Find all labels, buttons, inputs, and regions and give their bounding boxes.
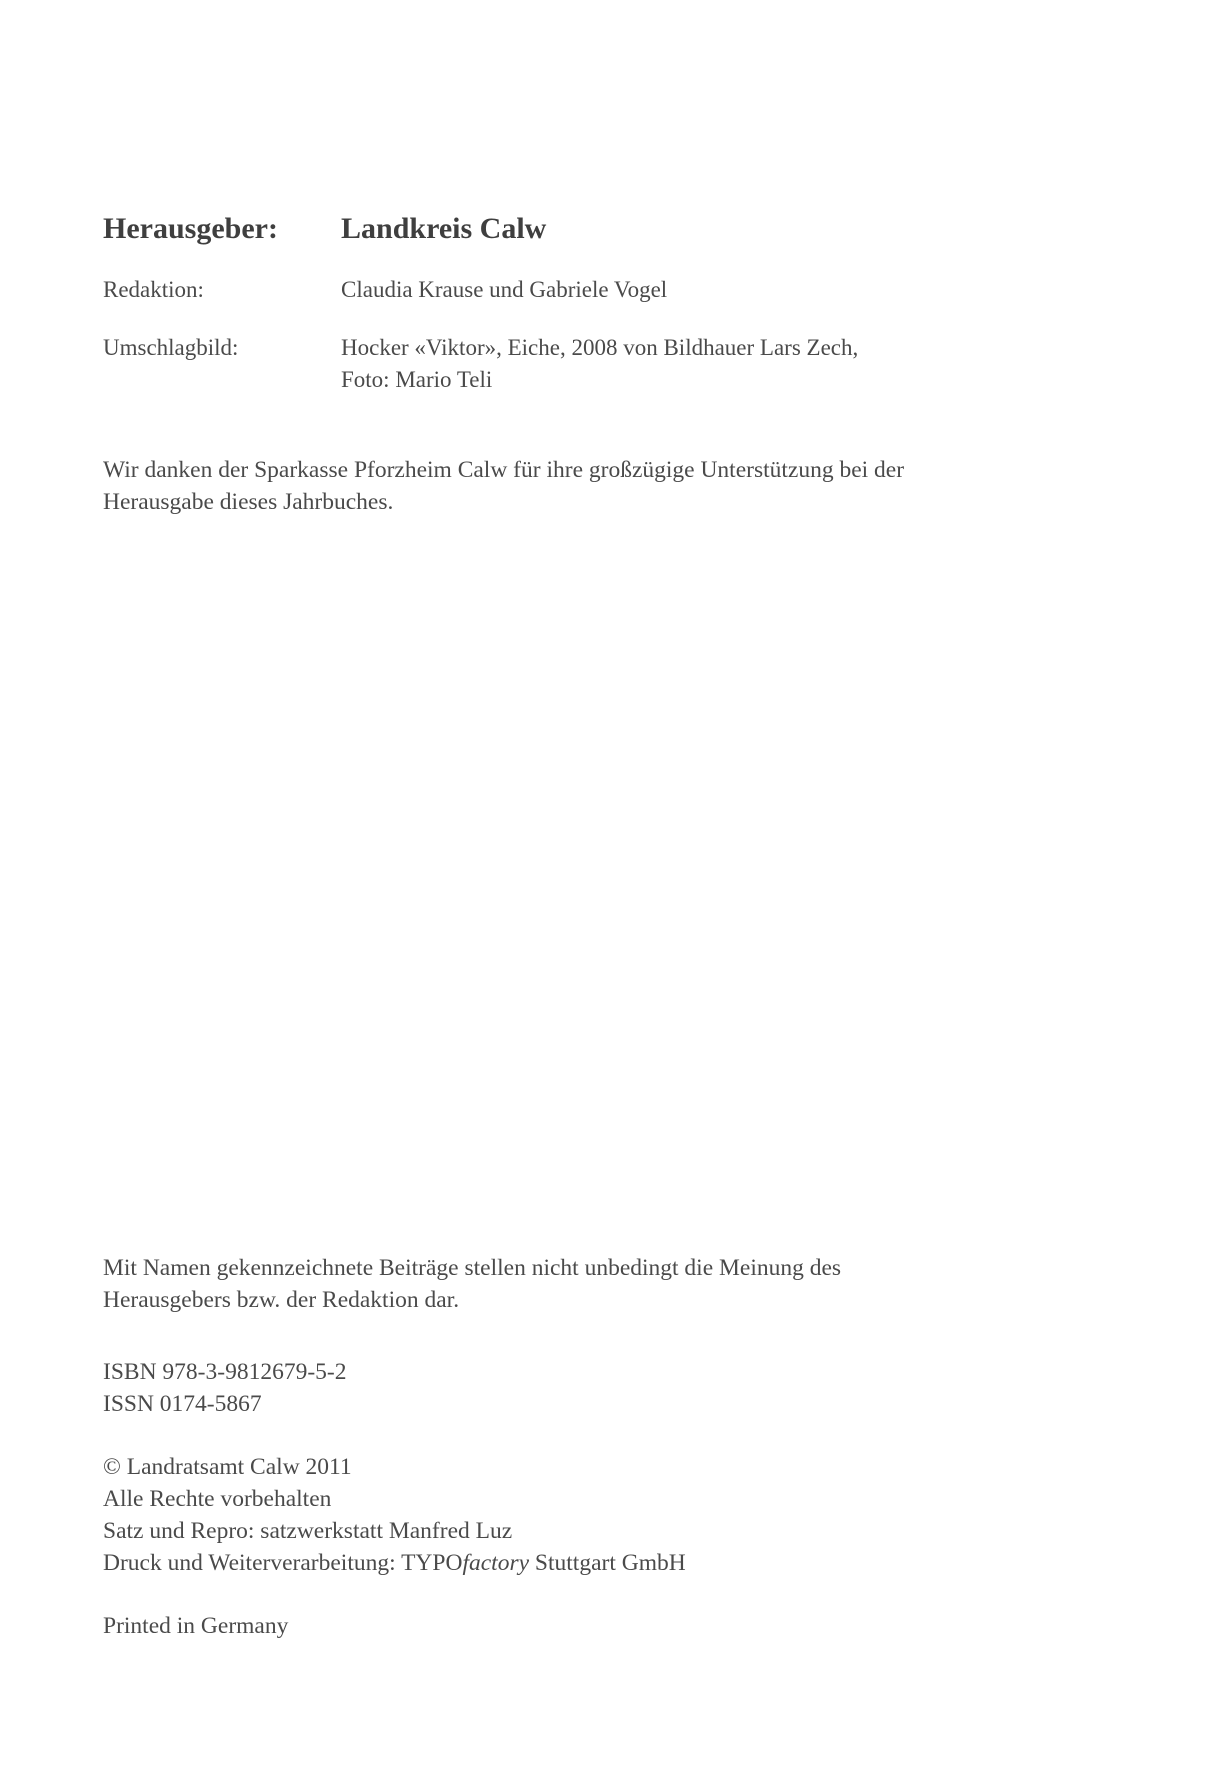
printing-prefix: Druck und Weiterverarbeitung: TYPO <box>103 1550 463 1576</box>
copyright-block <box>103 1451 1113 1579</box>
copyright-line: © Landratsamt Calw 2011 <box>103 1454 352 1480</box>
printed-in: Printed in Germany <box>103 1613 289 1639</box>
editor-value: Claudia Krause und Gabriele Vogel <box>341 277 668 302</box>
editor-row <box>103 274 1113 308</box>
rights-line: Alle Rechte vorbehalten <box>103 1486 332 1512</box>
disclaimer-line-1: Mit Namen gekennzeichnete Beiträge stellen nicht unbedingt die Meinung des <box>103 1255 842 1281</box>
printing-line <box>103 1547 1113 1579</box>
thanks-paragraph <box>103 454 1113 518</box>
cover-label: Umschlagbild: <box>103 335 239 360</box>
publisher-row <box>103 212 1113 252</box>
origin-block <box>103 1610 1113 1642</box>
cover-row <box>103 332 1113 398</box>
isbn: ISBN 978-3-9812679-5-2 <box>103 1359 347 1385</box>
publisher-value: Landkreis Calw <box>341 212 547 245</box>
printing-italic: factory <box>462 1550 530 1576</box>
issn: ISSN 0174-5867 <box>103 1391 262 1417</box>
typesetting-line: Satz und Repro: satzwerkstatt Manfred Luz <box>103 1518 513 1544</box>
cover-line-1: Hocker «Viktor», Eiche, 2008 von Bildhauer Lars Zech, <box>341 335 859 360</box>
thanks-line-2: Herausgabe dieses Jahrbuches. <box>103 489 394 515</box>
identifiers-block <box>103 1356 1113 1420</box>
disclaimer-paragraph <box>103 1252 1113 1316</box>
thanks-line-1: Wir danken der Sparkasse Pforzheim Calw für ihre großzügige Unterstützung bei der <box>103 457 905 483</box>
publisher-label: Herausgeber: <box>103 212 278 245</box>
printing-suffix: Stuttgart GmbH <box>529 1550 686 1576</box>
cover-value <box>341 332 858 396</box>
disclaimer-line-2: Herausgebers bzw. der Redaktion dar. <box>103 1287 460 1313</box>
cover-line-2: Foto: Mario Teli <box>341 367 493 392</box>
editor-label: Redaktion: <box>103 277 204 302</box>
